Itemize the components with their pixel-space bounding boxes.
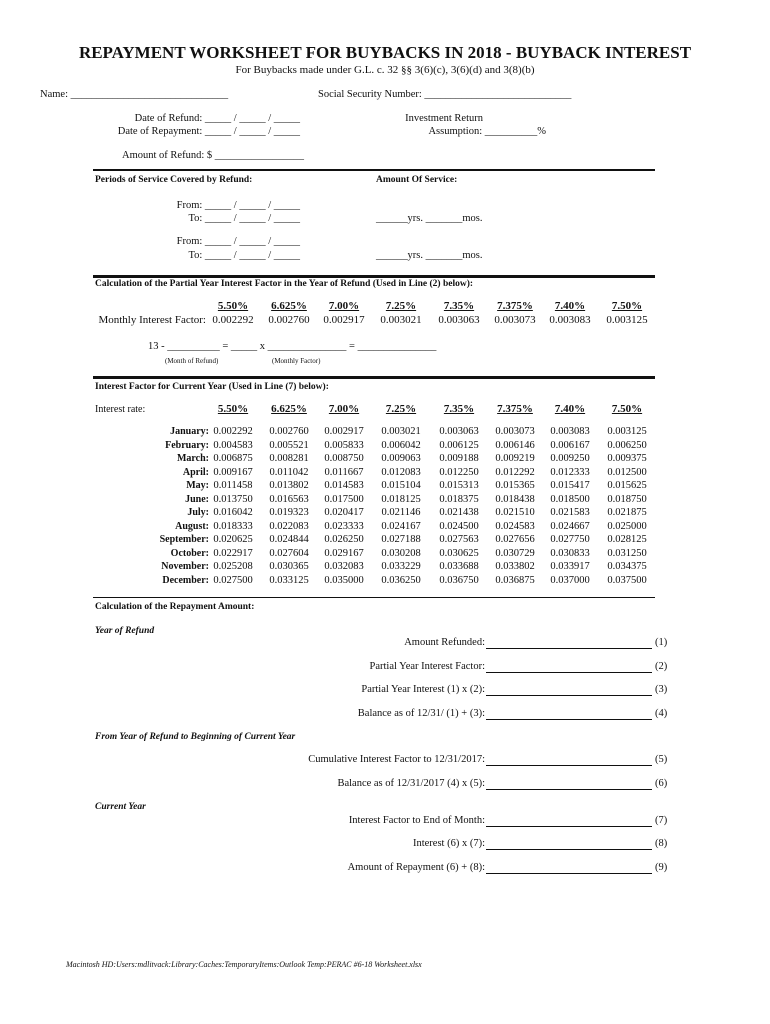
factor-cell: 0.009375 [607, 453, 647, 464]
factor-cell: 0.036750 [439, 574, 479, 586]
line-number: (3) [655, 684, 668, 695]
factor-cell: 0.002917 [324, 426, 364, 437]
divider [93, 597, 655, 598]
month-label: April: [182, 466, 209, 478]
month-label: September: [159, 534, 209, 545]
month-label: June: [185, 493, 209, 505]
year-of-refund-heading: Year of Refund [95, 626, 155, 636]
line-label: Interest (6) x (7): [412, 838, 485, 849]
divider [93, 275, 655, 278]
amount-of-refund-field[interactable]: Amount of Refund: $ _________________ [122, 150, 304, 161]
factor-cell: 0.036250 [381, 574, 421, 586]
factor-cell: 0.027750 [550, 534, 590, 545]
line-number: (4) [655, 708, 668, 719]
factor-cell: 0.030365 [269, 561, 309, 572]
factor-cell: 0.027604 [269, 547, 309, 559]
monthly-factor-value: 0.003021 [380, 314, 422, 326]
rate-header: 7.25% [385, 300, 417, 312]
rate-header: 6.625% [271, 403, 307, 415]
from-year-heading: From Year of Refund to Beginning of Current Year [95, 732, 296, 742]
current-year-header: Interest Factor for Current Year (Used in Line (7) below): [95, 382, 329, 392]
factor-cell: 0.013750 [213, 493, 253, 505]
period-1-amount[interactable]: ______yrs. _______mos. [376, 213, 483, 224]
line-label: Interest Factor to End of Month: [348, 815, 485, 826]
line-label: Amount of Repayment (6) + (8): [347, 862, 485, 873]
month-label: December: [162, 574, 209, 586]
factor-cell: 0.037000 [550, 574, 590, 586]
line-number: (2) [655, 661, 668, 672]
month-label: November: [161, 561, 209, 572]
factor-cell: 0.035000 [324, 574, 364, 586]
line-input-8[interactable] [486, 849, 652, 850]
factor-cell: 0.030729 [495, 547, 535, 559]
factor-cell: 0.022083 [269, 520, 309, 532]
factor-cell: 0.015313 [439, 480, 479, 491]
factor-cell: 0.027500 [213, 574, 253, 586]
month-label: August: [175, 520, 209, 532]
rate-header: 7.40% [554, 300, 586, 312]
rate-header: 7.25% [385, 403, 417, 415]
factor-cell: 0.021146 [381, 507, 421, 518]
line-input-3[interactable] [486, 695, 652, 696]
rate-header: 7.375% [497, 300, 533, 312]
rate-header: 7.50% [611, 300, 643, 312]
factor-cell: 0.011667 [324, 466, 364, 478]
factor-cell: 0.018333 [213, 520, 253, 532]
factor-cell: 0.006042 [381, 439, 421, 451]
partial-formula[interactable]: 13 - __________ = _____ x _______________ = _______________ [148, 341, 437, 352]
line-label: Partial Year Interest Factor: [369, 661, 485, 672]
factor-cell: 0.027656 [495, 534, 535, 545]
name-field[interactable]: Name: ______________________________ [40, 89, 229, 100]
factor-cell: 0.024500 [439, 520, 479, 532]
factor-cell: 0.023333 [324, 520, 364, 532]
ssn-field[interactable]: Social Security Number: ____________________________ [318, 89, 572, 100]
factor-cell: 0.019323 [269, 507, 309, 518]
factor-cell: 0.011042 [269, 466, 309, 478]
monthly-factor-value: 0.002292 [212, 314, 254, 326]
monthly-factor-value: 0.002760 [268, 314, 310, 326]
monthly-factor-value: 0.003073 [494, 314, 536, 326]
factor-cell: 0.027188 [381, 534, 421, 545]
line-number: (1) [655, 637, 668, 648]
factor-cell: 0.030208 [381, 547, 421, 559]
line-input-9[interactable] [486, 873, 652, 874]
factor-cell: 0.003073 [495, 426, 535, 437]
page-title: REPAYMENT WORKSHEET FOR BUYBACKS IN 2018 - BUYBACK INTEREST [78, 43, 692, 62]
factor-cell: 0.024583 [495, 520, 535, 532]
repayment-header: Calculation of the Repayment Amount: [95, 602, 255, 612]
factor-cell: 0.037500 [607, 574, 647, 586]
period-1-to[interactable]: To: _____ / _____ / _____ [188, 213, 300, 224]
factor-cell: 0.020625 [213, 534, 253, 545]
periods-header: Periods of Service Covered by Refund: [95, 175, 253, 185]
rate-header: 7.375% [497, 403, 533, 415]
factor-cell: 0.030625 [439, 547, 479, 559]
factor-cell: 0.011458 [213, 480, 253, 491]
factor-cell: 0.021438 [439, 507, 479, 518]
factor-cell: 0.006125 [439, 439, 479, 451]
month-label: October: [170, 547, 209, 559]
factor-cell: 0.008750 [324, 453, 364, 464]
assumption-field[interactable]: Assumption: __________% [428, 126, 546, 137]
rate-header: 7.50% [611, 403, 643, 415]
line-number: (5) [655, 754, 668, 765]
line-number: (9) [655, 862, 668, 873]
factor-cell: 0.012250 [439, 466, 479, 478]
factor-cell: 0.003021 [381, 426, 421, 437]
factor-cell: 0.003125 [607, 426, 647, 437]
factor-cell: 0.013802 [269, 480, 309, 491]
rate-header: 7.35% [443, 300, 475, 312]
factor-cell: 0.033802 [495, 561, 535, 572]
factor-cell: 0.018500 [550, 493, 590, 505]
rate-header: 6.625% [271, 300, 307, 312]
month-label: January: [170, 426, 209, 437]
factor-cell: 0.009188 [439, 453, 479, 464]
factor-cell: 0.033917 [550, 561, 590, 572]
factor-cell: 0.024167 [381, 520, 421, 532]
factor-cell: 0.021510 [495, 507, 535, 518]
factor-cell: 0.018438 [495, 493, 535, 505]
factor-cell: 0.003083 [550, 426, 590, 437]
line-label: Cumulative Interest Factor to 12/31/2017: [308, 754, 485, 765]
factor-cell: 0.036875 [495, 574, 535, 586]
line-input-6[interactable] [486, 789, 652, 790]
factor-cell: 0.029167 [324, 547, 364, 559]
line-label: Balance as of 12/31/ (1) + (3): [357, 708, 485, 719]
current-year-heading: Current Year [95, 802, 146, 812]
factor-cell: 0.009219 [495, 453, 535, 464]
interest-rate-label: Interest rate: [95, 404, 146, 415]
amount-of-service-header: Amount Of Service: [376, 175, 458, 185]
line-label: Balance as of 12/31/2017 (4) x (5): [337, 778, 485, 789]
rate-header: 7.00% [328, 403, 360, 415]
factor-cell: 0.006875 [213, 453, 253, 464]
month-label: March: [176, 453, 209, 464]
factor-cell: 0.020417 [324, 507, 364, 518]
rate-header: 7.00% [328, 300, 360, 312]
line-input-4[interactable] [486, 719, 652, 720]
month-label: February: [165, 439, 209, 451]
factor-cell: 0.012083 [381, 466, 421, 478]
factor-cell: 0.004583 [213, 439, 253, 451]
month-of-refund-caption: (Month of Refund) [165, 357, 219, 365]
date-of-refund-field[interactable]: Date of Refund: _____ / _____ / _____ [134, 113, 300, 124]
factor-cell: 0.002292 [213, 426, 253, 437]
factor-cell: 0.009167 [213, 466, 253, 478]
factor-cell: 0.003063 [439, 426, 479, 437]
date-of-repayment-field[interactable]: Date of Repayment: _____ / _____ / _____ [117, 126, 300, 137]
rate-header: 7.40% [554, 403, 586, 415]
factor-cell: 0.018750 [607, 493, 647, 505]
factor-cell: 0.012292 [495, 466, 535, 478]
line-number: (7) [655, 815, 668, 826]
line-input-1[interactable] [486, 648, 652, 649]
factor-cell: 0.005521 [269, 439, 309, 451]
footer-path: Macintosh HD:Users:mdlitvack:Library:Caches:TemporaryItems:Outlook Temp:PERAC #6-18 Worksheet.xlsx [66, 960, 422, 969]
factor-cell: 0.012500 [607, 466, 647, 478]
factor-cell: 0.005833 [324, 439, 364, 451]
factor-cell: 0.015365 [495, 480, 535, 491]
investment-return-label: Investment Return [405, 113, 483, 124]
monthly-factor-value: 0.003063 [438, 314, 480, 326]
factor-cell: 0.033229 [381, 561, 421, 572]
line-input-7[interactable] [486, 826, 652, 827]
factor-cell: 0.024844 [269, 534, 309, 545]
factor-cell: 0.027563 [439, 534, 479, 545]
month-label: May: [186, 480, 209, 491]
monthly-factor-value: 0.002917 [323, 314, 365, 326]
rate-header: 7.35% [443, 403, 475, 415]
line-label: Partial Year Interest (1) x (2): [361, 684, 485, 695]
month-label: July: [187, 507, 209, 518]
factor-cell: 0.014583 [324, 480, 364, 491]
factor-cell: 0.015104 [381, 480, 421, 491]
rate-header: 5.50% [217, 300, 249, 312]
page-subtitle: For Buybacks made under G.L. c. 32 §§ 3(6)(c), 3(6)(d) and 3(8)(b) [235, 64, 535, 76]
factor-cell: 0.009250 [550, 453, 590, 464]
factor-cell: 0.017500 [324, 493, 364, 505]
monthly-factor-caption: (Monthly Factor) [272, 357, 321, 365]
period-2-to[interactable]: To: _____ / _____ / _____ [188, 250, 300, 261]
factor-cell: 0.006250 [607, 439, 647, 451]
factor-cell: 0.034375 [607, 561, 647, 572]
factor-cell: 0.032083 [324, 561, 364, 572]
factor-cell: 0.033688 [439, 561, 479, 572]
factor-cell: 0.008281 [269, 453, 309, 464]
factor-cell: 0.016042 [213, 507, 253, 518]
monthly-factor-value: 0.003083 [549, 314, 591, 326]
factor-cell: 0.028125 [607, 534, 647, 545]
divider [93, 376, 655, 379]
factor-cell: 0.030833 [550, 547, 590, 559]
factor-cell: 0.018125 [381, 493, 421, 505]
factor-cell: 0.015417 [550, 480, 590, 491]
line-input-2[interactable] [486, 672, 652, 673]
factor-cell: 0.021583 [550, 507, 590, 518]
factor-cell: 0.006167 [550, 439, 590, 451]
factor-cell: 0.025208 [213, 561, 253, 572]
factor-cell: 0.033125 [269, 574, 309, 586]
factor-cell: 0.015625 [607, 480, 647, 491]
factor-cell: 0.021875 [607, 507, 647, 518]
factor-cell: 0.016563 [269, 493, 309, 505]
line-number: (6) [655, 778, 668, 789]
line-label: Amount Refunded: [404, 637, 485, 648]
monthly-factor-value: 0.003125 [606, 314, 648, 326]
factor-cell: 0.022917 [213, 547, 253, 559]
period-2-from[interactable]: From: _____ / _____ / _____ [176, 236, 300, 247]
factor-cell: 0.006146 [495, 439, 535, 451]
period-1-from[interactable]: From: _____ / _____ / _____ [176, 200, 300, 211]
factor-cell: 0.026250 [324, 534, 364, 545]
factor-cell: 0.002760 [269, 426, 309, 437]
factor-cell: 0.025000 [607, 520, 647, 532]
factor-cell: 0.024667 [550, 520, 590, 532]
divider [93, 169, 655, 171]
factor-cell: 0.012333 [550, 466, 590, 478]
line-input-5[interactable] [486, 765, 652, 766]
partial-year-header: Calculation of the Partial Year Interest Factor in the Year of Refund (Used in Line (2) below): [95, 279, 474, 289]
period-2-amount[interactable]: ______yrs. _______mos. [376, 250, 483, 261]
factor-cell: 0.018375 [439, 493, 479, 505]
monthly-factor-label: Monthly Interest Factor: [98, 314, 206, 326]
factor-cell: 0.009063 [381, 453, 421, 464]
rate-header: 5.50% [217, 403, 249, 415]
line-number: (8) [655, 838, 668, 849]
factor-cell: 0.031250 [607, 547, 647, 559]
